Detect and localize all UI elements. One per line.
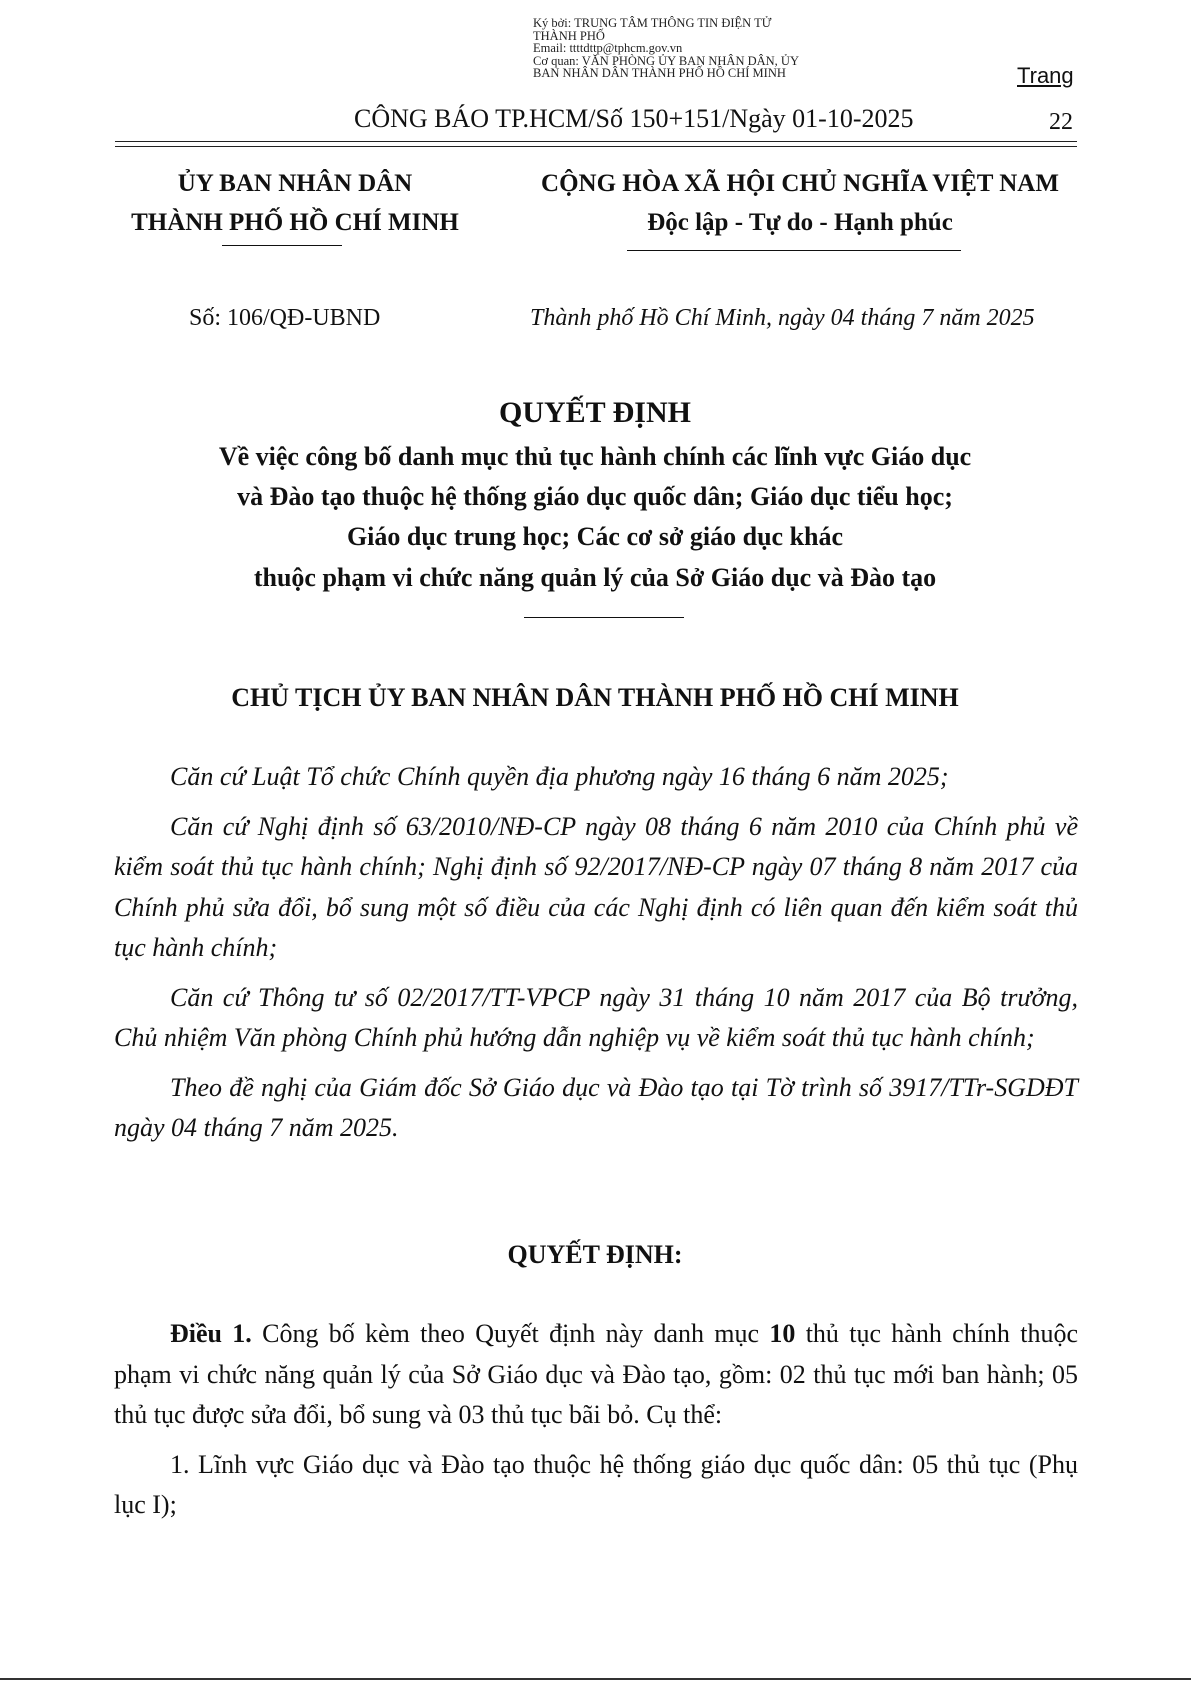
page-bottom-rule: [0, 1678, 1191, 1680]
subtitle-line: thuộc phạm vi chức năng quản lý của Sở Giáo dục và Đào tạo: [253, 563, 937, 592]
document-date: Thành phố Hồ Chí Minh, ngày 04 tháng 7 năm 2025: [530, 305, 1035, 331]
title-divider: [524, 617, 684, 618]
national-motto: Độc lập - Tự do - Hạnh phúc: [647, 209, 953, 236]
document-title: QUYẾT ĐỊNH: [499, 396, 691, 429]
article-1-text: [114, 1314, 1078, 1436]
page-label: Trang: [1017, 63, 1074, 88]
decision-heading: QUYẾT ĐỊNH:: [507, 1240, 683, 1269]
signature-line: Cơ quan: VĂN PHÒNG ỦY BAN NHÂN DÂN, ỦY: [533, 53, 799, 68]
digital-signature-info: [533, 17, 799, 80]
signature-line: Ký bởi: TRUNG TÂM THÔNG TIN ĐIỆN TỬ: [533, 16, 772, 30]
header-rule: [115, 141, 1077, 142]
signature-line: Email: ttttdttp@tphcm.gov.vn: [533, 41, 683, 55]
gazette-header: CÔNG BÁO TP.HCM/Số 150+151/Ngày 01-10-2025: [354, 104, 914, 133]
subtitle-line: và Đào tạo thuộc hệ thống giáo dục quốc dân; Giáo dục tiểu học;: [237, 482, 953, 511]
article-1-text-after: thủ tục hành chính thuộc phạm vi chức năng quản lý của Sở Giáo dục và Đào tạo, gồm: 02 thủ tục mới ban hành; 05 thủ tục được sửa đổi, bổ sung và 03 thủ tục bãi bỏ. Cụ thể:: [114, 1319, 1078, 1429]
article-1-item-1: 1. Lĩnh vực Giáo dục và Đào tạo thuộc hệ thống giáo dục quốc dân: 05 thủ tục (Phụ lục I);: [114, 1449, 1078, 1519]
preamble-paragraph: Căn cứ Thông tư số 02/2017/TT-VPCP ngày 31 tháng 10 năm 2017 của Bộ trưởng, Chủ nhiệm Văn phòng Chính phủ hướng dẫn nghiệp vụ về kiểm soát thủ tục hành chính;: [114, 982, 1078, 1052]
preamble: [114, 757, 1078, 1149]
preamble-paragraph: Căn cứ Nghị định số 63/2010/NĐ-CP ngày 08 tháng 6 năm 2010 của Chính phủ về kiểm soát thủ tục hành chính; Nghị định số 92/2017/NĐ-CP ngày 07 tháng 8 năm 2017 của Chính phủ sửa đổi, bổ sung một số điều của các Nghị định có liên quan đến kiểm soát thủ tục hành chính;: [114, 811, 1078, 962]
issuer-line-2: THÀNH PHỐ HỒ CHÍ MINH: [131, 209, 459, 236]
subtitle-line: Về việc công bố danh mục thủ tục hành chính các lĩnh vực Giáo dục: [218, 442, 972, 471]
article-1-text-before: Công bố kèm theo Quyết định này danh mục: [251, 1319, 770, 1348]
authority-heading: CHỦ TỊCH ỦY BAN NHÂN DÂN THÀNH PHỐ HỒ CHÍ MINH: [231, 683, 959, 712]
subtitle-line: Giáo dục trung học; Các cơ sở giáo dục khác: [346, 522, 844, 551]
article-1-label: Điều 1.: [170, 1319, 252, 1348]
header-rule-thin: [115, 146, 1077, 147]
page-number: 22: [1049, 109, 1073, 135]
preamble-paragraph: Căn cứ Luật Tổ chức Chính quyền địa phương ngày 16 tháng 6 năm 2025;: [170, 762, 949, 791]
motto-underline: [627, 250, 961, 251]
article-1: [114, 1314, 1078, 1526]
procedure-count: 10: [769, 1319, 796, 1348]
document-number: Số: 106/QĐ-UBND: [189, 305, 381, 331]
issuer-line-1: ỦY BAN NHÂN DÂN: [177, 170, 413, 197]
national-title: CỘNG HÒA XÃ HỘI CHỦ NGHĨA VIỆT NAM: [541, 170, 1059, 197]
signature-line: BAN NHÂN DÂN THÀNH PHỐ HỒ CHÍ MINH: [533, 66, 786, 80]
issuer-underline: [222, 245, 342, 246]
preamble-paragraph: Theo đề nghị của Giám đốc Sở Giáo dục và Đào tạo tại Tờ trình số 3917/TTr-SGDĐT ngày 04 tháng 7 năm 2025.: [114, 1072, 1078, 1142]
signature-line: THÀNH PHỐ: [533, 28, 605, 43]
